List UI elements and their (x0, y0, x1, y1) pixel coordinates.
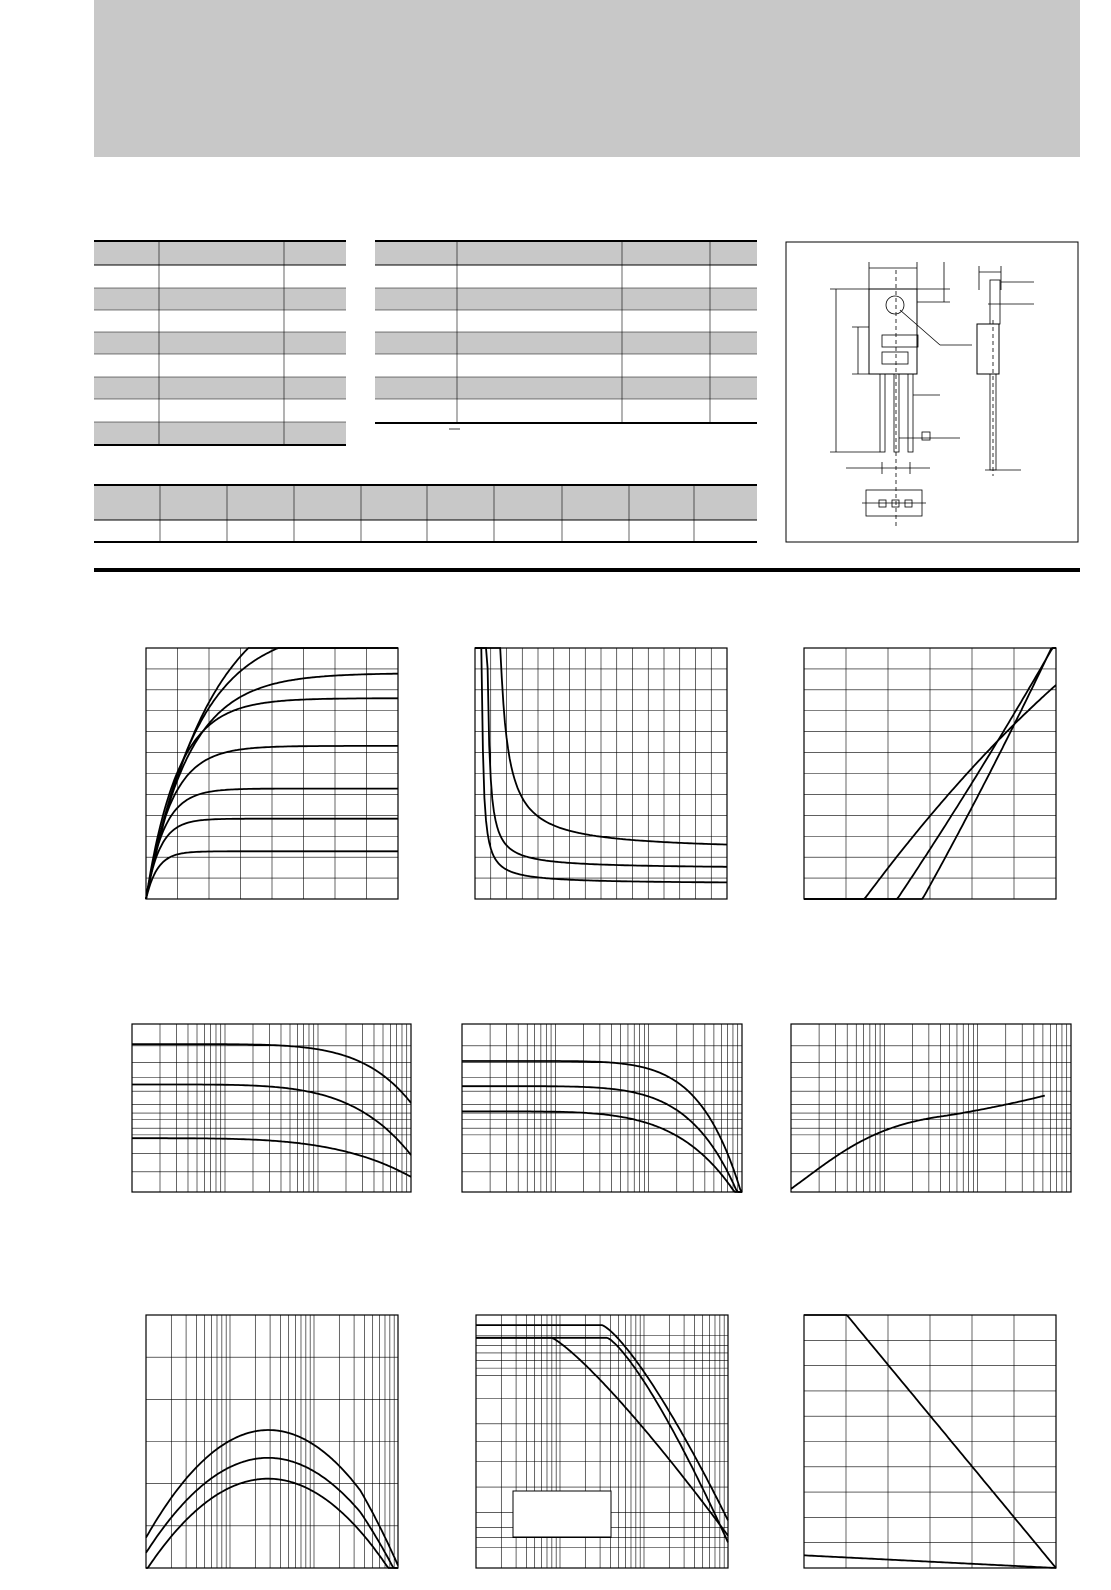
chart-r1c3 (804, 648, 1056, 899)
chart-r3c1-curve-1 (146, 1430, 398, 1566)
chart-r2c2-curve-2 (462, 1086, 742, 1192)
chart-r1c2 (475, 648, 727, 899)
chart-r2c2 (462, 1024, 742, 1192)
chart-r2c3-curve-1 (791, 1096, 1045, 1189)
chart-r3c1 (146, 1315, 398, 1568)
chart-r2c1 (132, 1024, 411, 1192)
chart-r3c2-note-box (513, 1491, 611, 1537)
chart-r2c2-curve-1 (462, 1061, 742, 1192)
chart-r2c1-curve-3 (132, 1138, 411, 1177)
chart-r2c2-curve-3 (462, 1111, 742, 1192)
chart-r1c1 (146, 648, 398, 899)
chart-r3c1-curve-2 (146, 1458, 398, 1568)
chart-r3c3 (804, 1315, 1056, 1568)
chart-r2c1-curve-1 (132, 1044, 411, 1103)
chart-r2c3 (791, 1024, 1071, 1192)
